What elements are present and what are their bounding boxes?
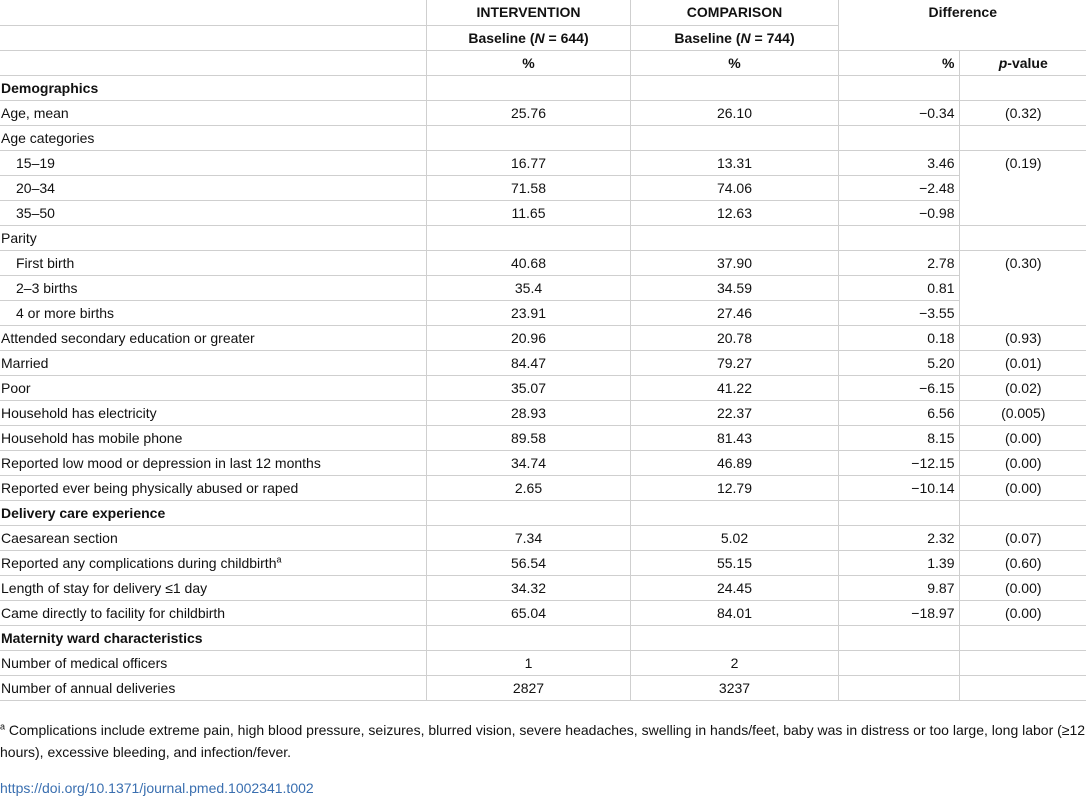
header-difference: Difference [838, 0, 1086, 50]
comparison-value [630, 625, 838, 650]
intervention-value: 23.91 [426, 300, 630, 325]
row-label: Household has electricity [0, 400, 426, 425]
difference-value: −0.34 [838, 100, 959, 125]
p-value: (0.005) [959, 400, 1086, 425]
header-baseline-comparison: Baseline (N = 744) [630, 25, 838, 50]
header-comparison: COMPARISON [630, 0, 838, 25]
table-row [0, 100, 1086, 125]
row-label: Household has mobile phone [0, 425, 426, 450]
comparison-value: 74.06 [630, 175, 838, 200]
difference-value: −18.97 [838, 600, 959, 625]
p-value [959, 125, 1086, 150]
row-label: Number of annual deliveries [0, 675, 426, 700]
p-value [959, 650, 1086, 675]
intervention-value: 56.54 [426, 550, 630, 575]
p-value: (0.19) [959, 150, 1086, 225]
comparison-value: 5.02 [630, 525, 838, 550]
intervention-value: 16.77 [426, 150, 630, 175]
footnote-ref: a [276, 553, 282, 564]
table-row [0, 600, 1086, 625]
row-label: Length of stay for delivery ≤1 day [0, 575, 426, 600]
row-label: 20–34 [0, 175, 426, 200]
row-label: Attended secondary education or greater [0, 325, 426, 350]
footnote-marker: a [0, 721, 6, 732]
row-label: Reported ever being physically abused or raped [0, 475, 426, 500]
intervention-value: 2827 [426, 675, 630, 700]
intervention-value: 89.58 [426, 425, 630, 450]
table-row [0, 250, 1086, 275]
table-row [0, 425, 1086, 450]
header-pvalue: p-value [959, 50, 1086, 75]
p-value: (0.01) [959, 350, 1086, 375]
comparison-value: 37.90 [630, 250, 838, 275]
section-heading: Delivery care experience [0, 500, 426, 525]
intervention-value [426, 225, 630, 250]
header-blank [0, 50, 426, 75]
row-label: Reported low mood or depression in last 12 months [0, 450, 426, 475]
intervention-value: 20.96 [426, 325, 630, 350]
difference-value: −2.48 [838, 175, 959, 200]
difference-value: 1.39 [838, 550, 959, 575]
table-row [0, 475, 1086, 500]
row-label: 15–19 [0, 150, 426, 175]
footnote-text: Complications include extreme pain, high blood pressure, seizures, blurred vision, severe headaches, swelling in hands/feet, baby was in distress or too large, long labor (≥12 hours), excessive bleeding, and infection/fever. [0, 722, 1086, 760]
section-heading: Maternity ward characteristics [0, 625, 426, 650]
difference-value: 0.18 [838, 325, 959, 350]
table-row [0, 525, 1086, 550]
intervention-value [426, 625, 630, 650]
intervention-value: 11.65 [426, 200, 630, 225]
intervention-value: 71.58 [426, 175, 630, 200]
header-row-groups [0, 0, 1086, 25]
row-label: Poor [0, 375, 426, 400]
section-row [0, 500, 1086, 525]
table-row [0, 150, 1086, 175]
intervention-value: 2.65 [426, 475, 630, 500]
difference-value: 9.87 [838, 575, 959, 600]
table-row [0, 200, 1086, 225]
row-label: Parity [0, 225, 426, 250]
intervention-value: 65.04 [426, 600, 630, 625]
row-label: 35–50 [0, 200, 426, 225]
p-value: (0.07) [959, 525, 1086, 550]
p-value: (0.00) [959, 600, 1086, 625]
comparison-value: 3237 [630, 675, 838, 700]
row-label: First birth [0, 250, 426, 275]
table-row [0, 225, 1086, 250]
table-row [0, 125, 1086, 150]
comparison-value: 24.45 [630, 575, 838, 600]
difference-value: 2.32 [838, 525, 959, 550]
intervention-value: 1 [426, 650, 630, 675]
p-value: (0.60) [959, 550, 1086, 575]
header-pct-comparison: % [630, 50, 838, 75]
difference-value: −12.15 [838, 450, 959, 475]
table-row [0, 550, 1086, 575]
comparison-value: 20.78 [630, 325, 838, 350]
table-footnote [0, 719, 1086, 763]
difference-value: 6.56 [838, 400, 959, 425]
comparison-value: 34.59 [630, 275, 838, 300]
comparison-value [630, 500, 838, 525]
p-value: (0.00) [959, 575, 1086, 600]
p-value: (0.00) [959, 450, 1086, 475]
difference-value [838, 650, 959, 675]
comparison-value [630, 225, 838, 250]
row-label: 2–3 births [0, 275, 426, 300]
intervention-value: 28.93 [426, 400, 630, 425]
table-row [0, 325, 1086, 350]
section-row [0, 75, 1086, 100]
p-value [959, 625, 1086, 650]
p-value: (0.30) [959, 250, 1086, 325]
difference-value [838, 225, 959, 250]
comparison-value: 22.37 [630, 400, 838, 425]
comparison-value: 2 [630, 650, 838, 675]
difference-value [838, 675, 959, 700]
row-label: Caesarean section [0, 525, 426, 550]
p-value [959, 675, 1086, 700]
difference-value [838, 75, 959, 100]
header-pct-difference: % [838, 50, 959, 75]
header-row-units [0, 50, 1086, 75]
table-row [0, 450, 1086, 475]
comparison-value: 12.79 [630, 475, 838, 500]
table-row [0, 575, 1086, 600]
comparison-value: 13.31 [630, 150, 838, 175]
intervention-value: 35.4 [426, 275, 630, 300]
p-value: (0.00) [959, 425, 1086, 450]
p-value: (0.02) [959, 375, 1086, 400]
table-row [0, 300, 1086, 325]
comparison-value [630, 75, 838, 100]
intervention-value: 34.74 [426, 450, 630, 475]
p-value [959, 225, 1086, 250]
p-value: (0.32) [959, 100, 1086, 125]
row-label: Number of medical officers [0, 650, 426, 675]
comparison-value [630, 125, 838, 150]
table-row [0, 350, 1086, 375]
comparison-value: 46.89 [630, 450, 838, 475]
table-row [0, 275, 1086, 300]
row-label: Age categories [0, 125, 426, 150]
p-value [959, 75, 1086, 100]
intervention-value: 7.34 [426, 525, 630, 550]
comparison-value: 84.01 [630, 600, 838, 625]
row-label: Age, mean [0, 100, 426, 125]
comparison-value: 55.15 [630, 550, 838, 575]
header-intervention: INTERVENTION [426, 0, 630, 25]
intervention-value: 84.47 [426, 350, 630, 375]
table-row [0, 650, 1086, 675]
row-label: 4 or more births [0, 300, 426, 325]
difference-value [838, 500, 959, 525]
comparison-value: 81.43 [630, 425, 838, 450]
difference-value [838, 125, 959, 150]
section-row [0, 625, 1086, 650]
p-value: (0.00) [959, 475, 1086, 500]
intervention-value [426, 75, 630, 100]
comparison-value: 12.63 [630, 200, 838, 225]
row-label: Came directly to facility for childbirth [0, 600, 426, 625]
difference-value: 0.81 [838, 275, 959, 300]
comparison-value: 27.46 [630, 300, 838, 325]
header-baseline-intervention: Baseline (N = 644) [426, 25, 630, 50]
table-row [0, 175, 1086, 200]
p-value: (0.93) [959, 325, 1086, 350]
intervention-value: 40.68 [426, 250, 630, 275]
header-blank [0, 25, 426, 50]
comparison-value: 79.27 [630, 350, 838, 375]
intervention-value [426, 500, 630, 525]
header-pct-intervention: % [426, 50, 630, 75]
table-row [0, 675, 1086, 700]
intervention-value: 25.76 [426, 100, 630, 125]
difference-value: 2.78 [838, 250, 959, 275]
p-value [959, 500, 1086, 525]
row-label: Married [0, 350, 426, 375]
section-heading: Demographics [0, 75, 426, 100]
intervention-value: 34.32 [426, 575, 630, 600]
doi-link[interactable]: https://doi.org/10.1371/journal.pmed.1002341.t002 [0, 780, 314, 796]
comparison-value: 41.22 [630, 375, 838, 400]
difference-value: 3.46 [838, 150, 959, 175]
difference-value: −6.15 [838, 375, 959, 400]
difference-value: −3.55 [838, 300, 959, 325]
difference-value: −10.14 [838, 475, 959, 500]
difference-value [838, 625, 959, 650]
comparison-value: 26.10 [630, 100, 838, 125]
difference-value: −0.98 [838, 200, 959, 225]
intervention-value: 35.07 [426, 375, 630, 400]
header-blank [0, 0, 426, 25]
table-row [0, 400, 1086, 425]
difference-value: 8.15 [838, 425, 959, 450]
table-row [0, 375, 1086, 400]
difference-value: 5.20 [838, 350, 959, 375]
row-label: Reported any complications during childbirth$^a$ [0, 550, 426, 575]
intervention-value [426, 125, 630, 150]
